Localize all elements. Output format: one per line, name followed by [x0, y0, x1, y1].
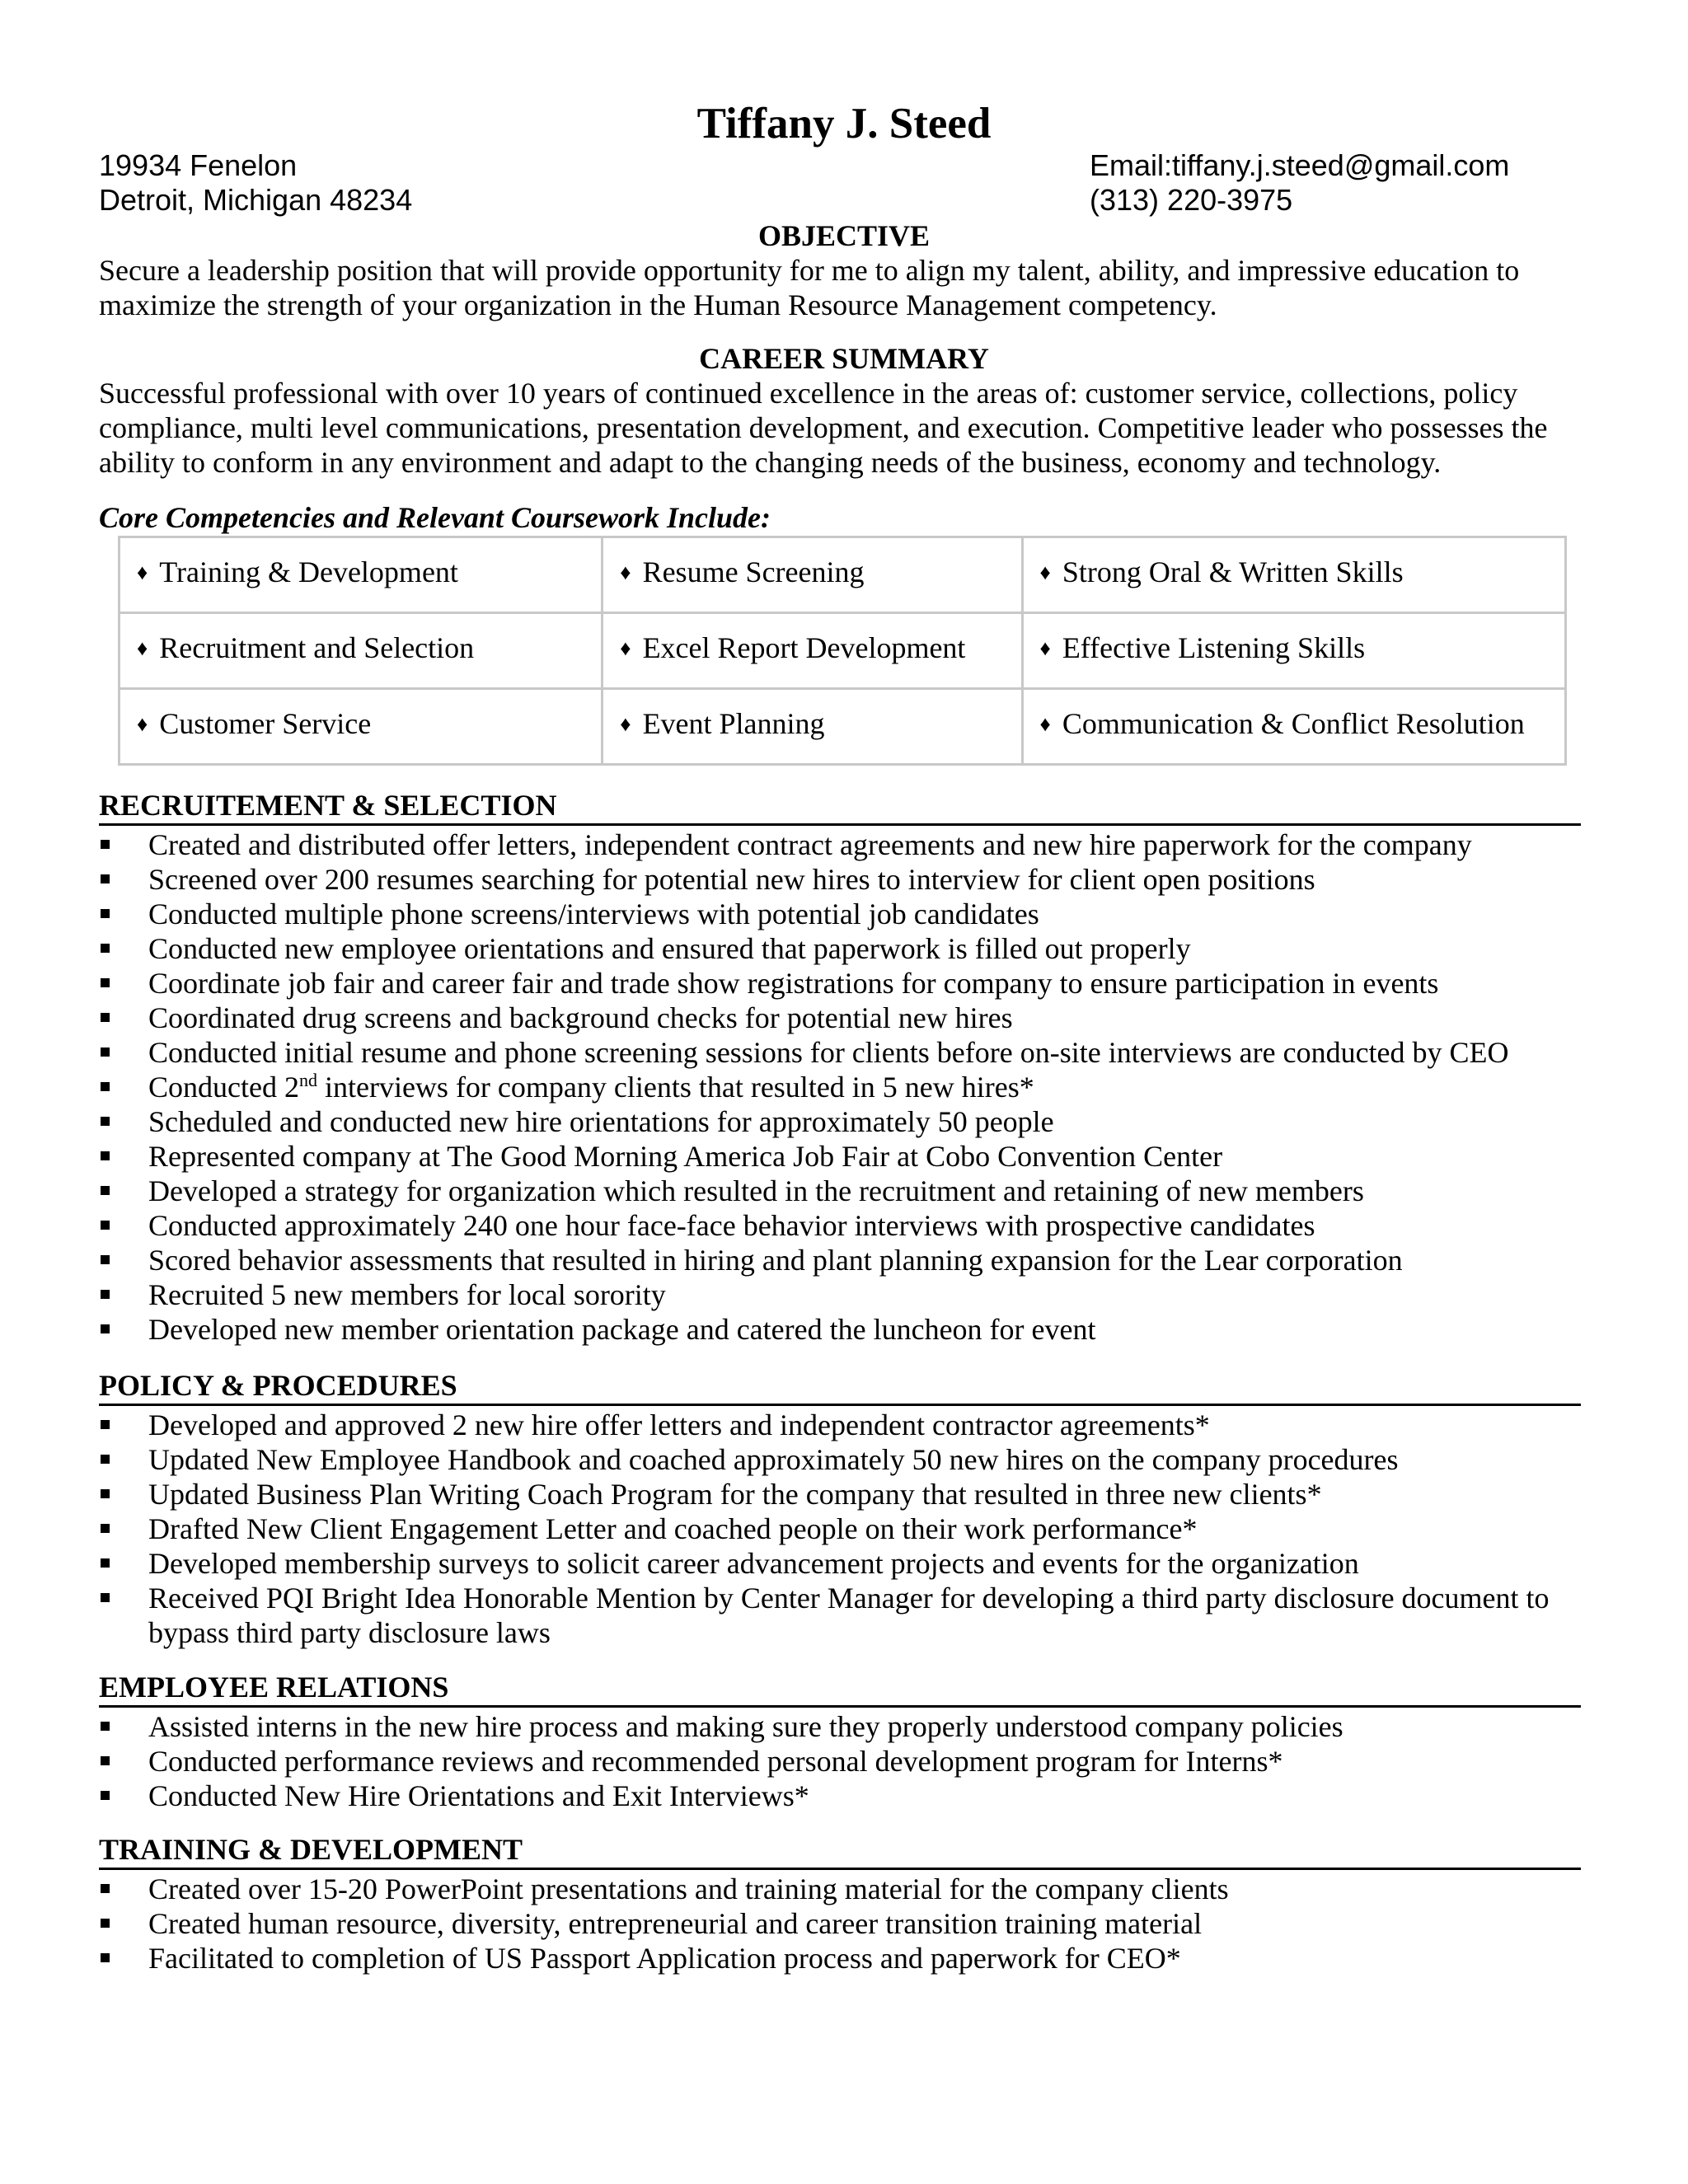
- table-cell: [120, 537, 603, 613]
- list-item: [99, 1312, 1615, 1347]
- list-item: [99, 827, 1615, 862]
- square-bullet-icon: [101, 1221, 110, 1230]
- square-bullet-icon: [101, 1884, 110, 1893]
- list-item: [99, 966, 1615, 1001]
- career-summary-line: ability to conform in any environment and adapt to the changing needs of the business, economy and technology.: [99, 446, 1442, 479]
- objective-line: maximize the strength of your organization in the Human Resource Management competency.: [99, 288, 1217, 321]
- list-item-text: Represented company at The Good Morning America Job Fair at Cobo Convention Center: [148, 1140, 1223, 1173]
- competency: Recruitment and Selection: [159, 631, 475, 664]
- career-summary-text: [99, 376, 1599, 480]
- diamond-bullet-icon: ♦: [137, 636, 148, 660]
- list-item-text: Facilitated to completion of US Passport Application process and paperwork for CEO*: [148, 1942, 1181, 1975]
- training-heading: TRAINING & DEVELOPMENT: [99, 1832, 1581, 1870]
- list-item: [99, 1408, 1615, 1442]
- diamond-bullet-icon: ♦: [620, 636, 631, 660]
- recruitment-heading: RECRUITEMENT & SELECTION: [99, 788, 1581, 826]
- square-bullet-icon: [101, 1324, 110, 1333]
- list-item: [99, 1511, 1615, 1546]
- list-item-text: Scheduled and conducted new hire orientations for approximately 50 people: [148, 1105, 1054, 1138]
- policy-heading: POLICY & PROCEDURES: [99, 1368, 1581, 1406]
- square-bullet-icon: [101, 978, 110, 987]
- square-bullet-icon: [101, 944, 110, 953]
- list-item: [99, 1070, 1615, 1104]
- career-summary-line: compliance, multi level communications, presentation development, and execution. Competitive leader who possesses the: [99, 411, 1548, 444]
- square-bullet-icon: [101, 1756, 110, 1765]
- list-item-text: [148, 1071, 1034, 1104]
- list-item-text: Conducted New Hire Orientations and Exit Interviews*: [148, 1779, 809, 1812]
- square-bullet-icon: [101, 1255, 110, 1264]
- list-item-text: Recruited 5 new members for local sorority: [148, 1278, 666, 1311]
- list-item-text: Developed membership surveys to solicit career advancement projects and events for the organization: [148, 1547, 1359, 1580]
- list-item-text-part: Conducted 2: [148, 1071, 299, 1104]
- square-bullet-icon: [101, 1290, 110, 1299]
- address-block: [99, 148, 412, 218]
- table-cell: [120, 613, 603, 689]
- list-item-text: Updated Business Plan Writing Coach Program for the company that resulted in three new clients*: [148, 1478, 1322, 1511]
- square-bullet-icon: [101, 1013, 110, 1022]
- square-bullet-icon: [101, 1919, 110, 1928]
- recruitment-list: [99, 827, 1615, 1347]
- list-item: [99, 1906, 1615, 1941]
- table-cell: [603, 613, 1022, 689]
- competency: Training & Development: [159, 555, 458, 588]
- list-item: [99, 1139, 1615, 1174]
- list-item-text: Screened over 200 resumes searching for potential new hires to interview for client open positions: [148, 863, 1315, 896]
- square-bullet-icon: [101, 909, 110, 918]
- square-bullet-icon: [101, 1420, 110, 1429]
- square-bullet-icon: [101, 1151, 110, 1160]
- competency: Resume Screening: [642, 555, 865, 588]
- table-cell: [1022, 689, 1565, 765]
- square-bullet-icon: [101, 1186, 110, 1195]
- list-item-text: Scored behavior assessments that resulted in hiring and plant planning expansion for the Lear corporation: [148, 1244, 1403, 1277]
- address-city: Detroit, Michigan 48234: [99, 183, 413, 217]
- core-competencies-table: [118, 536, 1567, 766]
- square-bullet-icon: [101, 1791, 110, 1800]
- list-item-text: Updated New Employee Handbook and coached approximately 50 new hires on the company procedures: [148, 1443, 1399, 1476]
- list-item-text: Drafted New Client Engagement Letter and coached people on their work performance*: [148, 1512, 1198, 1545]
- competency: Event Planning: [642, 707, 825, 740]
- list-item-text: Coordinated drug screens and background checks for potential new hires: [148, 1001, 1013, 1034]
- list-item-text: Conducted multiple phone screens/interviews with potential job candidates: [148, 898, 1039, 930]
- phone: (313) 220-3975: [1090, 183, 1293, 217]
- core-competencies-title: Core Competencies and Relevant Coursework Include:: [99, 501, 771, 534]
- diamond-bullet-icon: ♦: [1039, 712, 1051, 736]
- list-item: [99, 1546, 1615, 1581]
- list-item: [99, 931, 1615, 966]
- ordinal-suffix: nd: [298, 1070, 317, 1090]
- competency: Excel Report Development: [642, 631, 966, 664]
- table-cell: [120, 689, 603, 765]
- list-item: [99, 1243, 1615, 1277]
- list-item: [99, 1208, 1615, 1243]
- employee-relations-list: [99, 1709, 1615, 1813]
- list-item-text: Developed new member orientation package and catered the luncheon for event: [148, 1313, 1096, 1346]
- diamond-bullet-icon: ♦: [1039, 636, 1051, 660]
- career-summary-heading: CAREER SUMMARY: [699, 342, 989, 375]
- square-bullet-icon: [101, 1047, 110, 1057]
- list-item: [99, 1872, 1615, 1906]
- address-street: 19934 Fenelon: [99, 148, 298, 182]
- table-row: [120, 689, 1566, 765]
- list-item: [99, 1941, 1615, 1975]
- list-item: [99, 1581, 1615, 1650]
- list-item: [99, 897, 1615, 931]
- training-list: [99, 1872, 1615, 1975]
- diamond-bullet-icon: ♦: [137, 560, 148, 584]
- list-item-text: Developed and approved 2 new hire offer letters and independent contractor agreements*: [148, 1408, 1210, 1441]
- list-item-text: Developed a strategy for organization which resulted in the recruitment and retaining of new members: [148, 1174, 1364, 1207]
- square-bullet-icon: [101, 840, 110, 849]
- list-item-text: Created human resource, diversity, entrepreneurial and career transition training material: [148, 1907, 1203, 1940]
- list-item: [99, 1277, 1615, 1312]
- list-item-text: Created and distributed offer letters, independent contract agreements and new hire paperwork for the company: [148, 828, 1472, 861]
- table-cell: [1022, 537, 1565, 613]
- list-item: [99, 1779, 1615, 1813]
- list-item: [99, 862, 1615, 897]
- competency: Effective Listening Skills: [1062, 631, 1366, 664]
- list-item: [99, 1442, 1615, 1477]
- list-item: [99, 1477, 1615, 1511]
- square-bullet-icon: [101, 1489, 110, 1498]
- contact-block: [1090, 148, 1509, 218]
- table-cell: [1022, 613, 1565, 689]
- list-item-text: Conducted initial resume and phone screening sessions for clients before on-site interviews are conducted by CEO: [148, 1036, 1509, 1069]
- square-bullet-icon: [101, 1524, 110, 1533]
- list-item: [99, 1001, 1615, 1035]
- list-item: [99, 1744, 1615, 1779]
- list-item-text: Assisted interns in the new hire process and making sure they properly understood company policies: [148, 1710, 1343, 1743]
- list-item: [99, 1035, 1615, 1070]
- list-item-text: Conducted performance reviews and recommended personal development program for Interns*: [148, 1745, 1283, 1778]
- competency: Communication & Conflict Resolution: [1062, 707, 1525, 740]
- list-item-text: Conducted approximately 240 one hour face-face behavior interviews with prospective candidates: [148, 1209, 1315, 1242]
- square-bullet-icon: [101, 1722, 110, 1731]
- square-bullet-icon: [101, 1953, 110, 1962]
- diamond-bullet-icon: ♦: [1039, 560, 1051, 584]
- candidate-name: Tiffany J. Steed: [696, 100, 992, 148]
- list-item: [99, 1104, 1615, 1139]
- list-item-text: Received PQI Bright Idea Honorable Mention by Center Manager for developing a third party disclosure document to: [148, 1582, 1550, 1615]
- objective-heading: OBJECTIVE: [757, 219, 931, 252]
- square-bullet-icon: [101, 1117, 110, 1126]
- square-bullet-icon: [101, 1558, 110, 1568]
- list-item: [99, 1709, 1615, 1744]
- table-row: [120, 613, 1566, 689]
- table-cell: [603, 689, 1022, 765]
- diamond-bullet-icon: ♦: [620, 712, 631, 736]
- objective-line: Secure a leadership position that will provide opportunity for me to align my talent, ability, and impressive education to: [99, 254, 1520, 287]
- email: Email:tiffany.j.steed@gmail.com: [1090, 148, 1510, 182]
- list-item-text-part: interviews for company clients that resulted in 5 new hires*: [316, 1071, 1034, 1104]
- career-summary-line: Successful professional with over 10 years of continued excellence in the areas of: customer service, collections, policy: [99, 377, 1518, 410]
- table-row: [120, 537, 1566, 613]
- list-item-text-continuation: bypass third party disclosure laws: [148, 1616, 551, 1649]
- diamond-bullet-icon: ♦: [620, 560, 631, 584]
- diamond-bullet-icon: ♦: [137, 712, 148, 736]
- list-item-text: Created over 15-20 PowerPoint presentations and training material for the company clients: [148, 1872, 1229, 1905]
- square-bullet-icon: [101, 874, 110, 883]
- square-bullet-icon: [101, 1593, 110, 1602]
- table-cell: [603, 537, 1022, 613]
- square-bullet-icon: [101, 1082, 110, 1091]
- competency: Strong Oral & Written Skills: [1062, 555, 1404, 588]
- employee-relations-heading: EMPLOYEE RELATIONS: [99, 1670, 1581, 1708]
- square-bullet-icon: [101, 1455, 110, 1464]
- policy-list: [99, 1408, 1615, 1650]
- competency: Customer Service: [159, 707, 372, 740]
- list-item-text: Conducted new employee orientations and ensured that paperwork is filled out properly: [148, 932, 1191, 965]
- objective-text: [99, 253, 1599, 322]
- list-item-text: Coordinate job fair and career fair and trade show registrations for company to ensure participation in events: [148, 967, 1439, 1000]
- list-item: [99, 1174, 1615, 1208]
